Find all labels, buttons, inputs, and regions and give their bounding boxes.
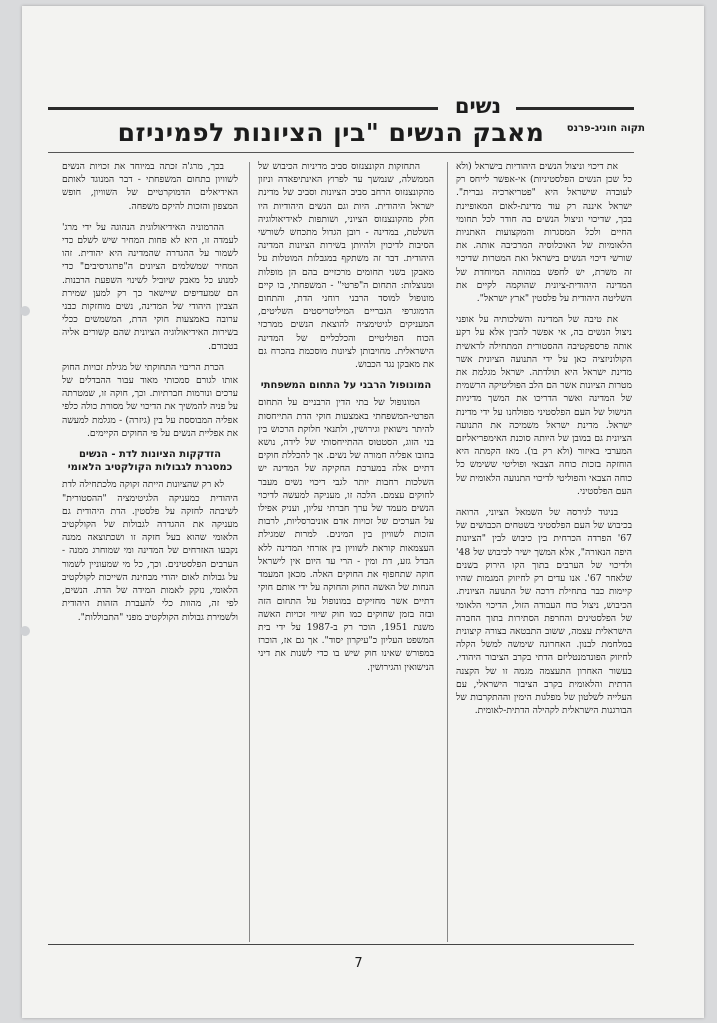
paragraph: לא רק שהציונות הייתה זקוקה מלכתחילה לדת היהודית כמעניקה הלגיטימציה "ההסטורית" לשיבתה לחזקה על פלסטין. הדת היהודית גם מעניקה את ההגדרה לגבולות של הקולקטיב הלאומי שהוא בעל חזקה זו ושכתוצאה ממנה נקבעו האזרחים של המדינה ומי שמוחרג ממנה - הערבים הפלסטינים. וכך, כל מי שמעוניין לשמור על גבולות לאום יהודי מבחינת השייכות לקולקטיב הלאומי, נזקק לאמות המידה של הדת. הנשים, לפי זה, מהוות כלי להעברת הזהות היהודית ולשמירת גבולות הקולקטיב מפני "התבוללות".	[62, 479, 238, 623]
paragraph: המונופול של בתי הדין הרבניים על התחום הפרטי-המשפחתי באמצעות חוקי הדת התייחסות להיתר נישואין וגירושין, ולתנאי חלוקת הרכוש בין בני הזוג, הסטטוס ההתייחסותי של לידה, נושא בחובו אפליה חמורה של נשים. אך להכללת חוקים דתיים אלה במערכת החקיקה של המדינה יש השלכות רחבות יותר לגבי דיכוי נשים מעבר לחוקים עצמם. הלכה זו, מעניקה למעשה לדיכוי הנשים מעמד של ערך חברתי עליון, ועניק אפילו על הערכים של זכויות אדם אוניברסליות, לרבות הזכות לשוויון בין המינים. למרות שמגילת העצמאות קוראת לשוויון בין אזרחי המדינה ללא הבדל גזע, דת ומין - הרי עד היום אין לישראל חוקה שתחפוף את החוקים האלה. מכאן המעמד הנחות של האשה החוק והחוקה על ידי אותם חוקי דתיים אשר מחזיקים במונופול על התחום הזה ובזה בזמן שחוקים כמו חוק שיווי זכויות האשה משנת 1951, הוכר רק ב-1987 על ידי בית המשפט העליון כ"עיקרון יסוד". אך גם אז, הוכרז במפורש שאינו חוק שיש בו כדי לשנות את דיני הנישואין והגירושין.	[258, 397, 434, 673]
paragraph: את דיכוי וניצול הנשים היהודיות בישראל (ולא כל שכן הנשים הפלסטיניות) אי-אפשר לייחס רק לעובדה שישראל היא "פטריארכיה גברית". ישראל איננה רק עוד מדינת-לאום המאופיינת בכך, שדיכוי וניצול הנשים בה חודר לכל תחומי החיים ולכל המסגרות והמקצועות האתניות הלאומיות של האוכלוסיה המרכיבה אותה. את שורשי דיכוי הנשים בישראל ואת המטרות שדיכוי זה משרת, יש לחפש במהותה המיוחדת של המדינה היהודית-ציונית שהוקמה לקיים את השליטה היהודית על פלסטין "ארץ ישראל".	[456, 161, 632, 305]
section-header	[48, 94, 634, 120]
binder-holes	[20, 6, 36, 1018]
article-column-1	[456, 160, 632, 940]
binder-hole	[20, 306, 30, 316]
footer-rule	[48, 944, 634, 945]
column-divider	[447, 162, 448, 942]
author-byline: תקוה חוניג-פרנס	[566, 123, 645, 134]
article-column-2	[258, 160, 434, 940]
binder-hole	[20, 626, 30, 636]
subheading: המונופול הרבני על התחום המשפחתי	[260, 380, 432, 392]
headline-divider	[48, 152, 634, 153]
paragraph: הכרת הריבוי התחוקתי של מגילת זכויות החוק אותו לגורם סמכותי מאוד עבור ההבדלים של ערכים ונורמות חברתיות. וכך, חוקה זו, שמטרתה על פניה להמשיך את הדיכוי של מסורת כולה כלפי אפליה המבוססת על בין (גיזרה) - מגלמת למעשה את אפליית הנשים על פי החוקים הקיימים.	[62, 361, 238, 439]
subheading: הזדקקות הציונות לדת - הנשים כמסגרת לגבולות הקולקטיב הלאומי	[67, 449, 233, 474]
paragraph: ההרמוניה האידיאולוגית הנהוגה על ידי מרג' לעמדה זו, היא לא פחות המחיר שיש לשלם כדי לשמור על ההגדרה שהמדינה היא יהודית. זהו המחיר שמשלמים הציונים ה"פרוגרסיבים" כדי למנוע כל מאבק שיוביל לשינוי השפעת הרבנות. הם שמעדיפים שיישאר כך רק למען שמירת הצביון היהודי של המדינה, נשים מוחזקות כבני ערובה באמצעות חוקי הדת, המשמשים ככלי בשירות האידיאולוגיה הציונית שהם קשורים אליה בטבורם.	[62, 221, 238, 352]
section-rule-left	[48, 107, 438, 110]
article-headline: מאבק הנשים "בין הציונות לפמיניזם	[117, 118, 545, 147]
paragraph: בכך, מרג'ה זכתה במיוחד את זכויות הנשים לשוויון בתחום המשפחתי - דבר המנוגד לאותם האידיאלים הדמוקרטיים של השוויון, חופש המצפון והזכות להיקם משפחה.	[62, 161, 238, 212]
page-number: 7	[354, 956, 363, 971]
section-label: נשים	[454, 94, 502, 118]
article-column-3	[62, 160, 238, 940]
column-divider	[249, 162, 250, 942]
paragraph: את טיבה של המדינה והשלכותיה על אופני ניצול הנשים בה, אי אפשר להבין אלא על רקע אותה פרספקטיבה ההסטורית המתחילה לראשית הקולוניזציה כאן על ידי התנועה הציונית אשר מדינת ישראל היא תולדתה. ישראל מגלמת את מטרות הציונות אשר הם הלב הפוליטיקה הרשמית של המדינה ואשר הדריכו את המשך מדיניות הנישול של העם הפלסטיני מפולחנו על ידי מדינת ישראל. מדינת ישראל משמיכה את התנועה הציונית גם במובן של היותה סוכנת האימפריאליזם המערבי באיזור (ולא רק בו). מאז הקמתה היא הוחזקה בזכות כוחה הצבאי ופוליטי ששימש כל כוחה הצבאי והפוליטי לדיכוי התנועה הלאומית של העם הפלסטיני.	[456, 314, 632, 497]
paragraph: בניגוד לגירסה של השמאל הציוני, הרואה בכיבוש של העם הפלסטיני בשטחים הכבושים של 67' הפרדה הכרחית בין כיבוש לבין "הציונות היפה הנאורה", אלא המשך ישיר לכיבוש של 48' ולדיכוי של הערבים בתוך הקו הירוק בשנים שלאחר 67'. אנו עדים רק לחיזוק המגמות שהיו קיימות כבר בתחילת דרכה של התנועה הציונית. הכיבוש, ניצול כוח העבודה הזול, הדיכוי הלאומי של הפלסטינים והחרפת הסתירות בתוך החברה הישראלית עצמה, ששוב התבטאה בצורה קיצונית במלחמת לבנון. האחרונה שימשה למשל הקלה לחיזוק הפונדמנטליזם הדתי בקרב הציבור היהודי. בעשור האחרון התעצמה מגמה זו של הקצנה הדתית והלאומית בקרב הציבור הישראלי, עם העלייה לשלטון של מפלגות הימין וההתקרבות של הבורגנות הישראלית לקהילה הדתית-לאומית.	[456, 507, 632, 717]
section-rule-right	[516, 107, 634, 110]
paragraph: התחזקות הקונצנזוס סביב מדיניות הכיבוש של הממשלה, שנמשך עד לפרוץ האינתיפאדה וניזון מהקונצנזוס הרחב סביב הציונות וסביב של מדינת ישראל היהודית. היות וגם הנשים היהודיות היו חלק מהקונצנזוס הציוני, ושותפות לאידיאולוגיה השלטת, במדינה - רובן הגדול מתכחש לשורשי הסיבות לדיכוין ולהיותן בשירות הציונות המדינה היהודית. דבר זה משתקף במגבלות המוטלות על מאבקן בשני תחומים מרכזיים בהם הן מופלות ומנוצלות: התחום ה"פרטי" - המשפחתי, בו קיים מונופול למוסד הרבני רוחני הדת, והתחום הדמוגרפי הגבריים המיליטריסטים השליטים, המעניקים לגיטימציה להוצאת הנשים ממרכזי הכוח הפוליטיים והכלכליים של המדינה הישראלית. מחויבותן לציונות מוסכמת בהכרח גם את מאבקן נגד הכבוש.	[258, 161, 434, 371]
